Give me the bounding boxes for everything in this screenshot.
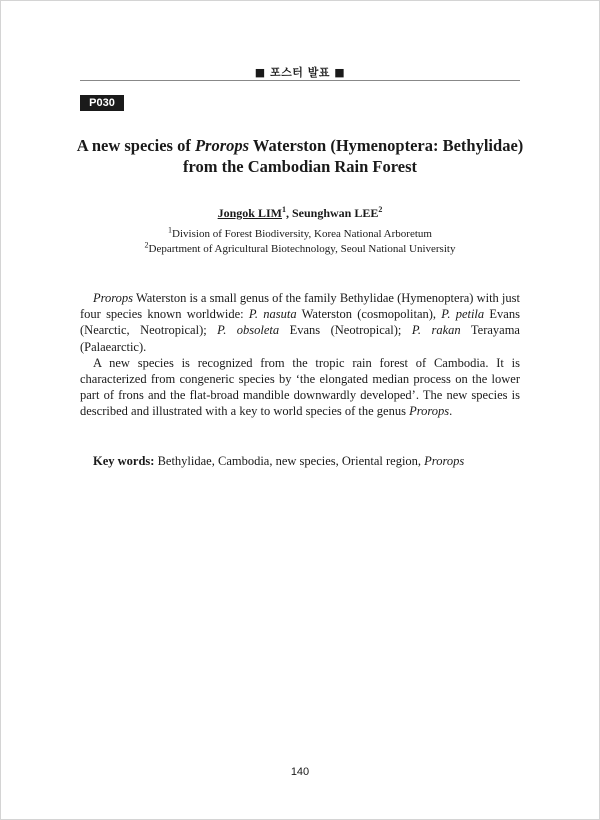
abstract-text: Terayama (Palaearctic). — [80, 323, 520, 354]
abstract-italic-term: P. rakan — [411, 323, 461, 338]
author-name: Seunghwan LEE — [291, 206, 379, 220]
affiliation-sup: 1 — [168, 225, 173, 235]
keywords — [80, 454, 520, 469]
abstract-italic-term: P. obsoleta — [217, 323, 280, 338]
abstract-text: Evans (Neotropical); — [279, 323, 412, 338]
abstract-paragraph-2 — [80, 355, 520, 420]
author-list — [80, 206, 520, 221]
header-rule — [80, 80, 520, 81]
affiliation-text: Department of Agricultural Biotechnology, Seoul National University — [148, 243, 456, 255]
author-sup: 1 — [281, 205, 286, 214]
abstract-text: Waterston (cosmopolitan), — [296, 307, 442, 322]
affiliation-text: Division of Forest Biodiversity, Korea National Arboretum — [172, 228, 432, 240]
abstract-italic-term: Prorops — [93, 291, 134, 305]
author-name: Jongok LIM — [217, 206, 282, 220]
abstract-text: Evans (Nearctic, Neotropical); — [80, 307, 520, 338]
title-line1-prefix: A new species of — [76, 136, 195, 155]
poster-code-badge: P030 — [80, 95, 124, 111]
title-genus: Prorops — [194, 136, 250, 155]
affiliation-2 — [80, 240, 520, 255]
abstract — [80, 290, 520, 420]
author-sup: 2 — [378, 205, 383, 214]
abstract-italic-term: Prorops — [409, 404, 450, 419]
author-separator: , — [285, 206, 292, 220]
abstract-text: A new species is recognized from the tropic rain forest of Cambodia. It is characterized from congeneric species by ‘the elongated median process on the lower part of frons and the flat-broad mandible downwardly developed’. The new species is described and illustrated with a key to world species of the genus — [80, 355, 520, 419]
affiliation-sup: 2 — [144, 240, 149, 250]
section-header: ■ 포스터 발표 ■ — [254, 66, 346, 79]
page-number: 140 — [290, 766, 310, 778]
abstract-text: Waterston is a small genus of the family Bethylidae (Hymenoptera) with just four species known worldwide: — [80, 291, 520, 322]
abstract-italic-term: P. nasuta — [248, 307, 297, 322]
title-line2: from the Cambodian Rain Forest — [182, 157, 418, 176]
title-line1-suffix: Waterston (Hymenoptera: Bethylidae) — [249, 136, 524, 155]
keywords-genus: Prorops — [424, 454, 465, 468]
affiliation-1 — [80, 225, 520, 240]
abstract-text: . — [449, 404, 453, 419]
keywords-text: Bethylidae, Cambodia, new species, Oriental region, — [154, 454, 425, 468]
keywords-label: Key words: — [93, 454, 155, 468]
abstract-italic-term: P. petila — [441, 307, 485, 322]
abstract-paragraph-1 — [80, 290, 520, 355]
paper-title — [70, 135, 530, 177]
